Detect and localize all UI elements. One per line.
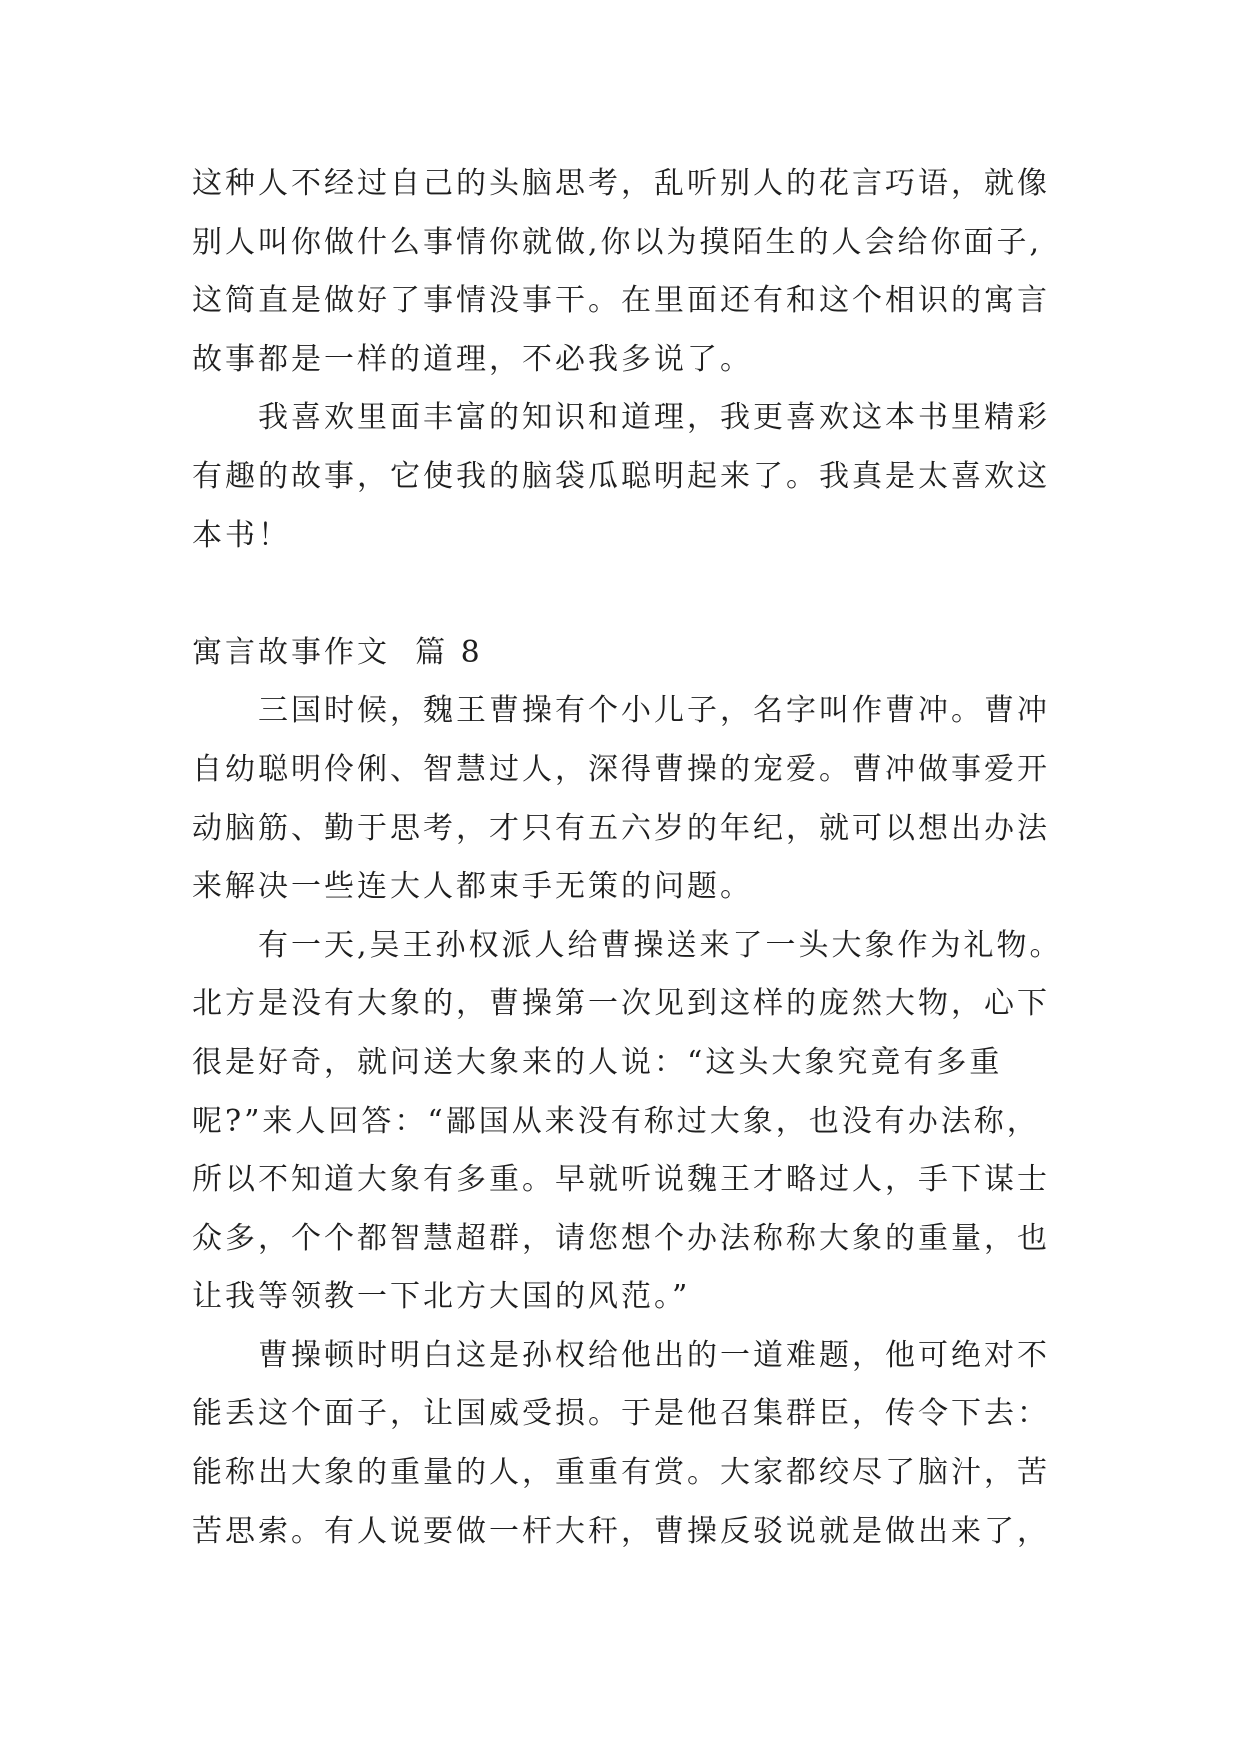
- text-line: 我喜欢里面丰富的知识和道理，我更喜欢这本书里精彩: [258, 400, 1050, 436]
- paragraph: [192, 682, 1152, 916]
- text-line: 故事都是一样的道理，不必我多说了。: [192, 341, 753, 377]
- paragraph: [192, 155, 1152, 389]
- text-line: 曹操顿时明白这是孙权给他出的一道难题，他可绝对不: [258, 1337, 1050, 1373]
- text-line: 本书！: [192, 517, 291, 553]
- text-line: 所以不知道大象有多重。早就听说魏王才略过人，手下谋士: [192, 1162, 1050, 1198]
- text-line: 苦思索。有人说要做一杆大秆，曹操反驳说就是做出来了，: [192, 1513, 1050, 1549]
- text-line: 这简直是做好了事情没事干。在里面还有和这个相识的寓言: [192, 283, 1050, 319]
- text-line: 让我等领教一下北方大国的风范。”: [192, 1279, 691, 1315]
- text-line: 有一天,吴王孙权派人给曹操送来了一头大象作为礼物。: [258, 927, 1063, 963]
- text-line: 动脑筋、勤于思考，才只有五六岁的年纪，就可以想出办法: [192, 810, 1050, 846]
- text-line: 来解决一些连大人都束手无策的问题。: [192, 869, 753, 905]
- text-line: 自幼聪明伶俐、智慧过人，深得曹操的宠爱。曹冲做事爱开: [192, 751, 1050, 787]
- text-line: 三国时候，魏王曹操有个小儿子，名字叫作曹冲。曹冲: [258, 693, 1050, 729]
- text-line: 别人叫你做什么事情你就做,你以为摸陌生的人会给你面子,: [192, 224, 1043, 260]
- paragraph: [192, 389, 1152, 565]
- section-heading: 寓言故事作文 篇 8: [192, 634, 483, 670]
- text-line: 很是好奇，就问送大象来的人说：“这头大象究竟有多重: [192, 1044, 1003, 1080]
- paragraph: [192, 1327, 1152, 1561]
- blank-line: [192, 565, 1152, 624]
- text-line: 能称出大象的重量的人，重重有赏。大家都绞尽了脑汁，苦: [192, 1455, 1050, 1491]
- text-line: 有趣的故事，它使我的脑袋瓜聪明起来了。我真是太喜欢这: [192, 458, 1050, 494]
- text-line: 这种人不经过自己的头脑思考，乱听别人的花言巧语，就像: [192, 166, 1050, 201]
- text-line: 能丢这个面子，让国威受损。于是他召集群臣，传令下去：: [192, 1396, 1050, 1432]
- text-line: 呢?”来人回答：“鄙国从来没有称过大象，也没有办法称，: [192, 1103, 1040, 1139]
- text-line: 众多，个个都智慧超群，请您想个办法称称大象的重量，也: [192, 1220, 1050, 1256]
- text-line: 北方是没有大象的，曹操第一次见到这样的庞然大物，心下: [192, 986, 1050, 1022]
- paragraph: [192, 917, 1152, 1327]
- document-body: [192, 155, 1152, 1561]
